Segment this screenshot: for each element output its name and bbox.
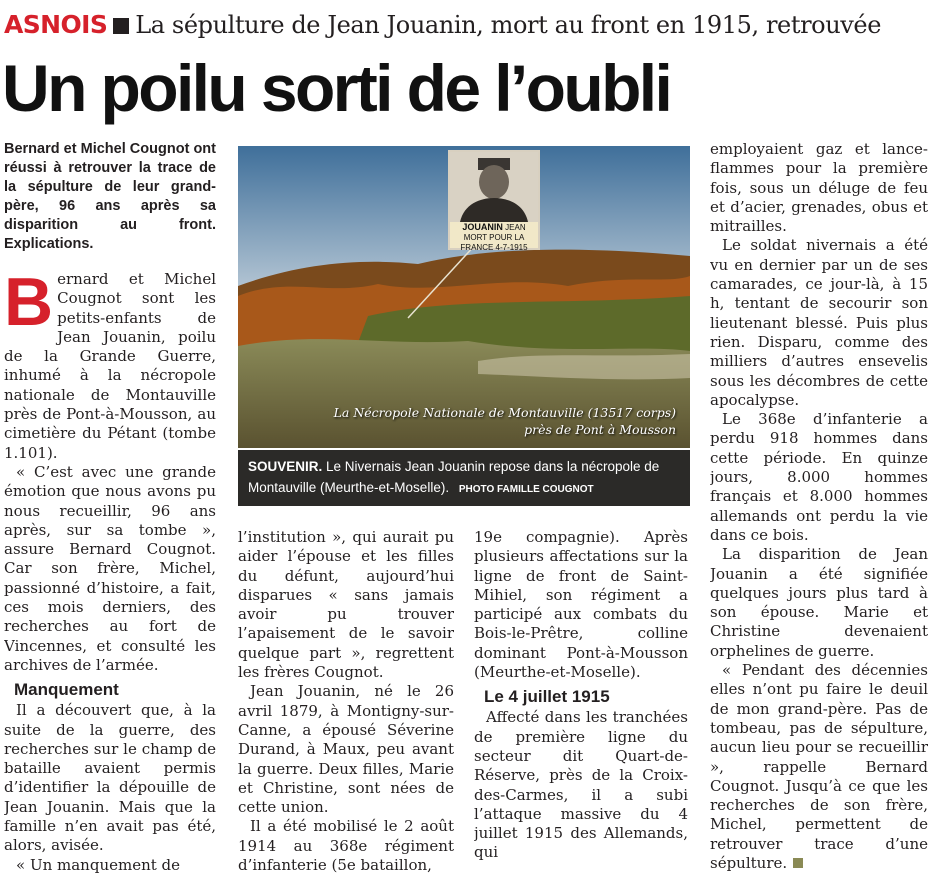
soldier-silhouette-icon	[450, 152, 538, 222]
photo-credit: PHOTO FAMILLE COUGNOT	[458, 484, 594, 495]
paragraph-3: Il a découvert que, à la suite de la guerre, des recherches sur le champ de bataille avaient permis d’identifier la dépouille de Jean Jouanin. Mais que la famille n’en avait pas été, alors, avisée.	[4, 701, 216, 855]
caption-lead: SOUVENIR.	[248, 459, 323, 474]
paragraph-11: Le soldat nivernais a été vu en dernier par un de ses camarades, ce jour-là, à 15 h, tentant de secourir son lieutenant blessé. Puis plus rien. Disparu, comme des milliers d’autres ensevelis sous les décombres de cette apocalypse.	[710, 236, 928, 409]
photo-overlay-text	[334, 404, 676, 438]
paragraph-1	[4, 264, 216, 463]
drop-cap: B	[4, 264, 54, 340]
portrait-nameplate	[450, 222, 538, 252]
portrait-firstname: JEAN	[505, 223, 526, 232]
photo-caption	[238, 450, 690, 506]
kicker-line	[4, 8, 934, 42]
kicker-location: ASNOIS	[4, 10, 108, 39]
column-4	[710, 140, 928, 884]
portrait-name: JOUANIN	[462, 222, 503, 232]
subhead-4-juillet: Le 4 juillet 1915	[484, 687, 610, 707]
photo-overlay-line-1: La Nécropole Nationale de Montauville (13517 corps)	[333, 405, 676, 420]
photo-overlay-line-2: près de Pont à Mousson	[524, 422, 676, 437]
column-2	[238, 528, 454, 884]
end-square-icon	[793, 858, 803, 868]
cemetery-photo	[238, 146, 690, 448]
paragraph-4: « Un manquement de	[16, 855, 181, 874]
paragraph-9: Affecté dans les tranchées de première ligne du secteur dit Quart-de-Réserve, près de la Croix-des-Carmes, il a subi l’attaque massive du 4 juillet 1915 des Allemands, qui	[474, 708, 688, 862]
article-chapo: Bernard et Michel Cougnot ont réussi à retrouver la trace de la sépulture de leur grand-père, 96 ans après sa disparition au front. Explications.	[4, 141, 216, 252]
paragraph-12: Le 368e d’infanterie a perdu 918 hommes dans cette période. En quinze jours, 8.000 hommes français et 8.000 hommes allemands ont perdu la vie dans ce bois.	[710, 410, 928, 544]
paragraph-7: Il a été mobilisé le 2 août 1914 au 368e régiment d’infanterie (5e bataillon,	[238, 817, 454, 875]
soldier-portrait	[448, 150, 540, 250]
paragraph-14-text: « Pendant des décennies elles n’ont pu faire le deuil de mon grand-père. Pas de tombeau, pas de sépulture, aucun lieu pour se recueillir », rappelle Bernard Cougnot. Jusqu’à ce que les recherches de son frère, Michel, permettent de retrouver trace d’une sépulture.	[710, 661, 928, 872]
article-headline: Un poilu sorti de l’oubli	[2, 51, 671, 125]
caption-text: Le Nivernais Jean Jouanin repose dans la nécropole de Montauville (Meurthe-et-Moselle).	[248, 459, 660, 495]
paragraph-14	[710, 661, 928, 873]
paragraph-6: Jean Jouanin, né le 26 avril 1879, à Montigny-sur-Canne, a épousé Séverine Durand, à Maux, peu avant la guerre. Deux filles, Marie et Christine, sont nées de cette union.	[238, 682, 454, 817]
paragraph-2: « C’est avec une grande émotion que nous avons pu nous recueillir, 96 ans après, sur sa tombe », assure Bernard Cougnot. Car son frère, Michel, passionné d’histoire, a fait, ces mois derniers, des recherches au fort de Vincennes, et consulté les archives de l’armée.	[4, 462, 216, 674]
paragraph-5: l’institution », qui aurait pu aider l’épouse et les filles du défunt, aujourd’hui disparues « sans jamais avoir pu trouver l’apaisement de le savoir quelque part », regrettent les frères Cougnot.	[238, 528, 454, 682]
paragraph-10: employaient gaz et lance-flammes pour la première fois, sous un déluge de feu et d’acier, grenades, obus et mitrailles.	[710, 140, 928, 236]
column-3	[474, 528, 688, 884]
square-bullet-icon	[113, 18, 129, 34]
paragraph-13: La disparition de Jean Jouanin a été signifiée quelques jours plus tard à son épouse. Marie et Christine devenaient orphelines de guerre.	[710, 545, 928, 660]
paragraph-1-text: ernard et Michel Cougnot sont les petits-enfants de Jean Jouanin, poilu de la Grande Guerre, inhumé à la nécropole nationale de Montauville près de Pont-à-Mousson, au cimetière du Pétant (tombe 1.101).	[4, 270, 216, 462]
subhead-manquement: Manquement	[14, 680, 119, 700]
portrait-date: 4-7-1915	[495, 243, 528, 252]
portrait-sub: MORT POUR LA FRANCE	[460, 233, 525, 252]
column-1	[4, 140, 216, 884]
paragraph-8: 19e compagnie). Après plusieurs affectations sur la ligne de front de Saint-Mihiel, son régiment a participé aux combats du Bois-le-Prêtre, colline dominant Pont-à-Mousson (Meurthe-et-Moselle).	[474, 528, 688, 682]
kicker-subtitle: La sépulture de Jean Jouanin, mort au front en 1915, retrouvée	[135, 11, 882, 39]
